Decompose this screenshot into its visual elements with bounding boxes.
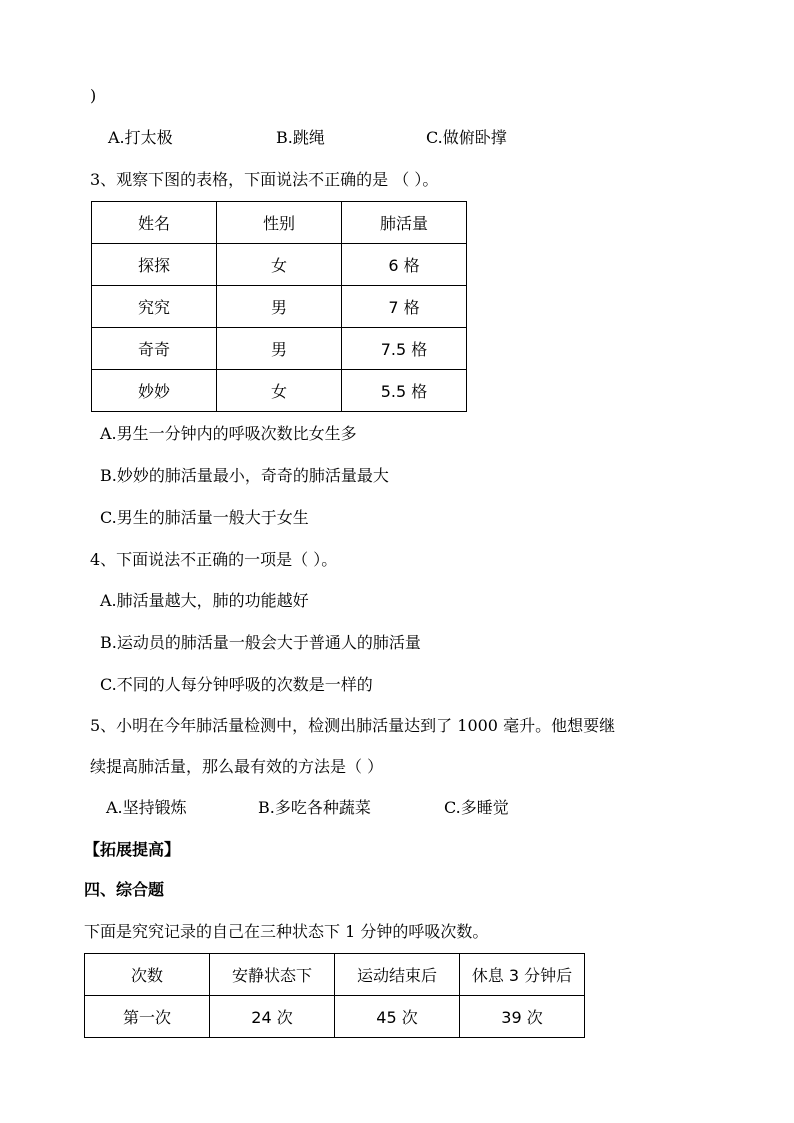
q5-question-line1: 5、小明在今年肺活量检测中，检测出肺活量达到了 1000 毫升。他想要继 [90,716,616,735]
table-cell: 妙妙 [92,370,217,412]
section-intro: 下面是究究记录的自己在三种状态下 1 分钟的呼吸次数。 [84,922,489,941]
table-row [92,328,467,370]
table-header-cell: 运动结束后 [335,954,460,996]
q4-option-c: C.不同的人每分钟呼吸的次数是一样的 [100,675,373,694]
table-cell: 5.5 格 [342,370,467,412]
table-row [92,286,467,328]
table-cell: 奇奇 [92,328,217,370]
q5-question-line2: 续提高肺活量，那么最有效的方法是（ ） [90,757,384,776]
q4-option-a: A.肺活量越大，肺的功能越好 [100,591,309,610]
q3-option-c: C.男生的肺活量一般大于女生 [100,508,309,527]
table-row [92,244,467,286]
table-header-cell: 休息 3 分钟后 [460,954,585,996]
table-cell: 7.5 格 [342,328,467,370]
q2-option-c: C.做俯卧撑 [426,128,507,147]
table-header-cell: 安静状态下 [210,954,335,996]
q4-option-b: B.运动员的肺活量一般会大于普通人的肺活量 [100,633,421,652]
table-cell: 第一次 [85,996,210,1038]
section-expand-heading: 【拓展提高】 [84,840,181,859]
table-cell: 女 [217,244,342,286]
table-cell: 男 [217,286,342,328]
table-cell: 7 格 [342,286,467,328]
table-cell: 45 次 [335,996,460,1038]
table-header-cell: 次数 [85,954,210,996]
table-header-cell: 姓名 [92,202,217,244]
table-cell: 24 次 [210,996,335,1038]
table-cell: 探探 [92,244,217,286]
table-cell: 究究 [92,286,217,328]
table-row [92,370,467,412]
table-header-cell: 性别 [217,202,342,244]
table-cell: 男 [217,328,342,370]
q5-option-c: C.多睡觉 [444,798,509,817]
table-cell: 6 格 [342,244,467,286]
q5-option-a: A.坚持锻炼 [106,798,187,817]
q2-option-b: B.跳绳 [276,128,325,147]
section-title: 四、综合题 [84,880,165,899]
table-row [85,996,585,1038]
q3-option-a: A.男生一分钟内的呼吸次数比女生多 [100,424,357,443]
table-header-cell: 肺活量 [342,202,467,244]
q2-tail: ) [90,86,97,105]
q5-option-b: B.多吃各种蔬菜 [258,798,371,817]
q3-option-b: B.妙妙的肺活量最小，奇奇的肺活量最大 [100,466,389,485]
table-header-row [92,202,467,244]
table-cell: 39 次 [460,996,585,1038]
q3-question: 3、观察下图的表格，下面说法不正确的是 （ ）。 [90,170,439,189]
q2-option-a: A.打太极 [108,128,173,147]
table-header-row [85,954,585,996]
table-cell: 女 [217,370,342,412]
lung-capacity-table [91,201,467,412]
q4-question: 4、下面说法不正确的一项是（ ）。 [90,550,338,569]
breathing-count-table [84,953,585,1038]
